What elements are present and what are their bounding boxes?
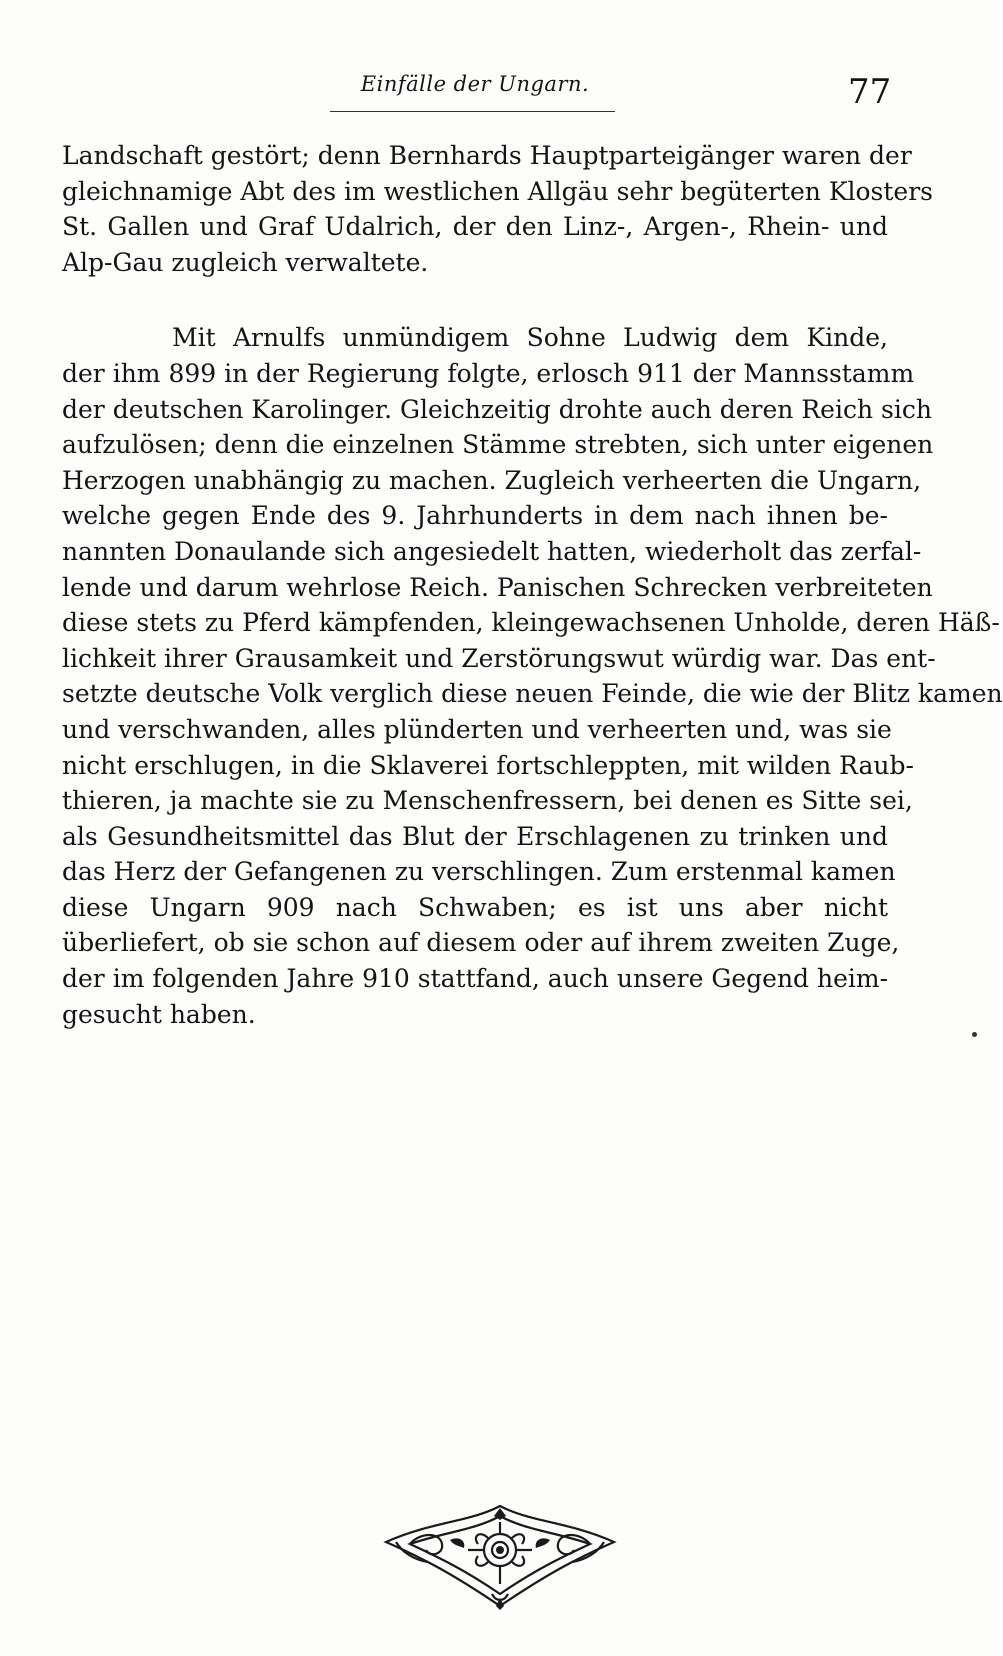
text-line: setzte deutsche Volk verglich diese neuen Feinde, die wie der Blitz kamen <box>62 679 1003 709</box>
text-line: Mit Arnulfs unmündigem Sohne Ludwig dem Kinde, <box>172 323 888 353</box>
text-line: der im folgenden Jahre 910 stattfand, auch unsere Gegend heim- <box>62 964 889 994</box>
text-line: gesucht haben. <box>62 999 256 1029</box>
text-line: als Gesundheitsmittel das Blut der Erschlagenen zu trinken und <box>62 821 888 851</box>
text-line: welche gegen Ende des 9. Jahrhunderts in dem nach ihnen be- <box>62 501 888 531</box>
text-line: diese stets zu Pferd kämpfenden, kleingewachsenen Unholde, deren Häß- <box>62 608 1000 638</box>
floral-vignette-icon <box>380 1502 620 1612</box>
header-rule <box>330 111 615 112</box>
text-line: nannten Donaulande sich angesiedelt hatten, wiederholt das zerfal- <box>62 536 922 566</box>
text-line: Herzogen unabhängig zu machen. Zugleich verheerten die Ungarn, <box>62 465 922 495</box>
text-line: der deutschen Karolinger. Gleichzeitig drohte auch deren Reich sich <box>62 394 932 424</box>
text-line: aufzulösen; denn die einzelnen Stämme strebten, sich unter eigenen <box>62 430 934 460</box>
text-line: und verschwanden, alles plünderten und verheerten und, was sie <box>62 714 892 744</box>
text-line: lende und darum wehrlose Reich. Panischen Schrecken verbreiteten <box>62 572 933 602</box>
text-line: diese Ungarn 909 nach Schwaben; es ist uns aber nicht <box>62 892 888 922</box>
print-speck <box>972 1032 977 1037</box>
text-line: nicht erschlugen, in die Sklaverei fortschleppten, mit wilden Raub- <box>62 750 914 780</box>
running-head-title: Einfälle der Ungarn. <box>360 72 590 96</box>
text-line: das Herz der Gefangenen zu verschlingen. Zum erstenmal kamen <box>62 857 896 887</box>
text-line: lichkeit ihrer Grausamkeit und Zerstörungswut würdig war. Das ent- <box>62 643 936 673</box>
text-line: Alp-Gau zugleich verwaltete. <box>62 247 429 277</box>
text-line: Landschaft gestört; denn Bernhards Hauptparteigänger waren der <box>62 141 912 170</box>
text-line: thieren, ja machte sie zu Menschenfressern, bei denen es Sitte sei, <box>62 786 913 816</box>
paragraph-2 <box>62 320 1003 1032</box>
body-text <box>62 138 1003 1032</box>
text-line: St. Gallen und Graf Udalrich, der den Linz-, Argen-, Rhein- und <box>62 212 888 242</box>
paragraph-1 <box>62 138 934 280</box>
paragraph-spacer <box>62 280 888 320</box>
text-line: gleichnamige Abt des im westlichen Allgäu sehr begüterten Klosters <box>62 176 934 206</box>
page-number: 77 <box>848 72 892 112</box>
text-line: überliefert, ob sie schon auf diesem oder auf ihrem zweiten Zuge, <box>62 928 900 958</box>
text-line: der ihm 899 in der Regierung folgte, erlosch 911 der Mannsstamm <box>62 358 915 388</box>
